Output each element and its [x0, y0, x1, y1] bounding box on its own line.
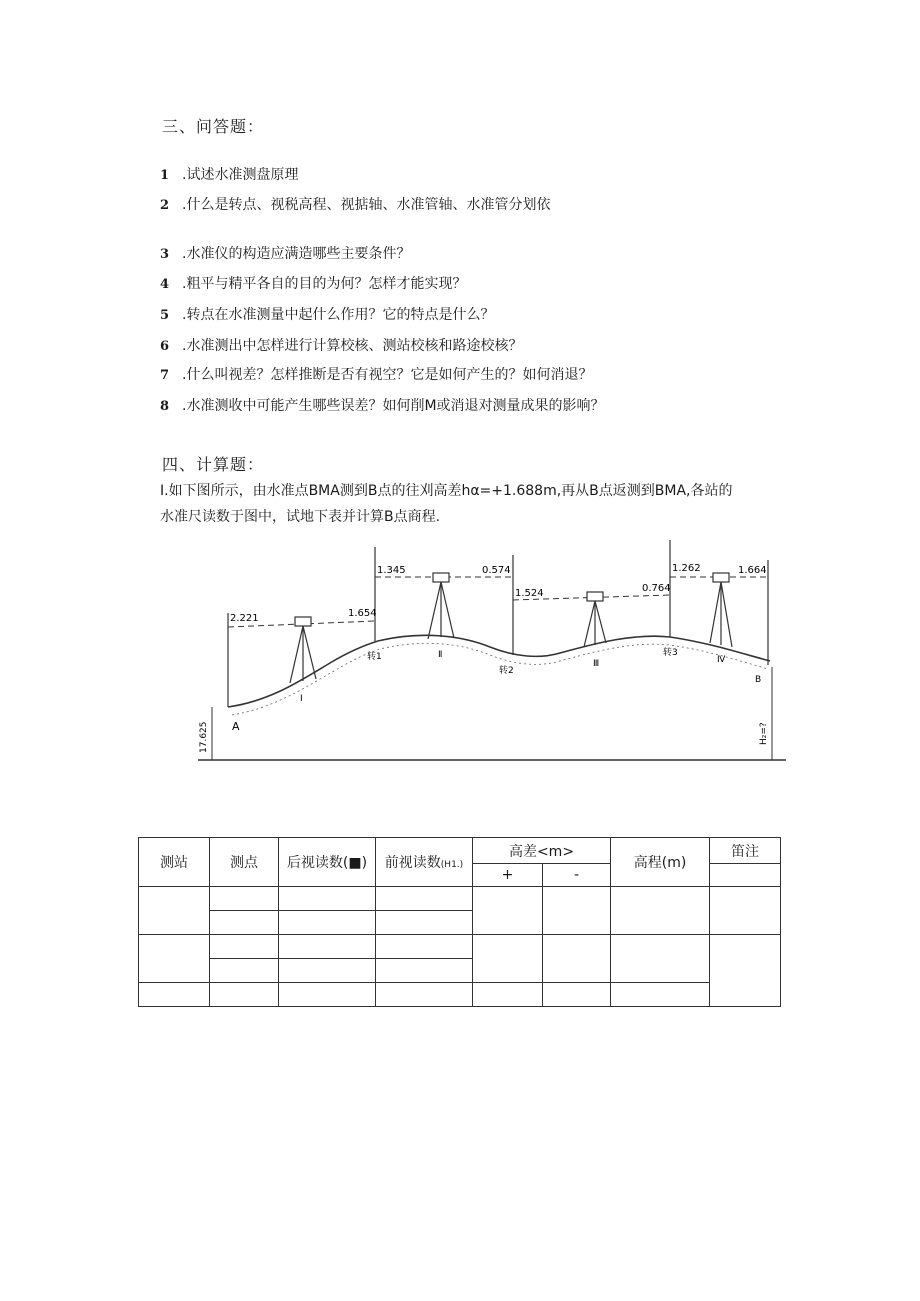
cell-summary-foresight[interactable]: [376, 983, 473, 1007]
cell-summary-backsight[interactable]: [279, 983, 376, 1007]
question-6: [160, 335, 522, 359]
cell-summary-station[interactable]: [139, 983, 210, 1007]
cell-backsight[interactable]: [279, 959, 376, 983]
question-number: 1: [160, 168, 170, 183]
question-number: 6: [160, 339, 170, 354]
cell-station-2[interactable]: [139, 935, 210, 983]
question-number: 2: [160, 198, 170, 213]
header-foresight: [376, 838, 473, 887]
header-station: 测站: [139, 838, 210, 887]
cell-point[interactable]: [210, 935, 279, 959]
header-remark: 笛注: [710, 838, 781, 864]
header-foresight-label: 前视读数: [384, 855, 441, 871]
question-7: [160, 364, 592, 388]
question-number: 8: [160, 399, 170, 414]
cell-minus[interactable]: [543, 887, 611, 935]
question-number: 3: [160, 247, 170, 262]
turning-point-3: 转3: [663, 648, 678, 658]
turning-point-2: 转2: [499, 666, 514, 676]
reading-4: 0.574: [482, 565, 511, 576]
instrument-3: [584, 592, 606, 647]
calculation-table: [138, 837, 781, 1007]
cell-minus[interactable]: [543, 935, 611, 983]
cell-foresight[interactable]: [376, 911, 473, 935]
cell-plus[interactable]: [473, 935, 543, 983]
cell-elevation[interactable]: [611, 935, 710, 983]
turning-point-1: 转1: [367, 652, 382, 662]
header-backsight: 后视读数(■): [279, 838, 376, 887]
question-text: .粗平与精平各自的目的为何？怎样才能实现？: [182, 276, 467, 292]
cell-point[interactable]: [210, 887, 279, 911]
cell-point[interactable]: [210, 911, 279, 935]
ground-texture: [232, 643, 768, 715]
header-plus: +: [473, 864, 543, 887]
station-label-4: Ⅳ: [717, 655, 726, 665]
header-point: 测点: [210, 838, 279, 887]
cell-plus[interactable]: [473, 887, 543, 935]
problem-line-1: I.如下图所示，由水准点BMA测到B点的往刈高差hα=+1.688m,再从B点返测到BMA,各站的: [160, 483, 733, 499]
section3-title: 三、问答题：: [162, 117, 265, 136]
cell-station-1[interactable]: [139, 887, 210, 935]
question-text: .水准测收中可能产生哪些误差？如何削M或消退对测量成果的影响？: [182, 398, 605, 414]
elevation-a-label: 17.625: [199, 721, 209, 753]
reading-1: 2.221: [230, 613, 259, 624]
header-foresight-unit: (H1.): [440, 860, 464, 870]
station-label-2: Ⅱ: [438, 650, 443, 660]
question-text: .水准仪的构造应满造哪些主要条件？: [182, 246, 411, 262]
cell-summary-point[interactable]: [210, 983, 279, 1007]
reading-7: 1.262: [672, 563, 701, 574]
cell-backsight[interactable]: [279, 887, 376, 911]
question-5: [160, 304, 494, 328]
header-minus: -: [543, 864, 611, 887]
reading-3: 1.345: [377, 565, 406, 576]
leveling-route-diagram: [190, 535, 790, 770]
reading-6: 0.764: [642, 583, 671, 594]
cell-remark[interactable]: [710, 887, 781, 935]
cell-foresight[interactable]: [376, 959, 473, 983]
cell-backsight[interactable]: [279, 911, 376, 935]
cell-foresight[interactable]: [376, 887, 473, 911]
header-height-diff: 高差<m>: [473, 838, 611, 864]
remark-subcell: [710, 864, 781, 887]
reading-5: 1.524: [515, 588, 544, 599]
question-text: .转点在水准测量中起什么作用？它的特点是什么？: [182, 307, 495, 323]
point-b-label: B: [755, 675, 762, 685]
header-elevation: 高程(m): [611, 838, 710, 887]
reading-8: 1.664: [738, 565, 767, 576]
cell-remark[interactable]: [710, 935, 781, 1007]
question-number: 5: [160, 308, 170, 323]
question-4: [160, 273, 466, 297]
question-number: 7: [160, 368, 170, 383]
question-text: .什么叫视差？怎样推断是否有视空？它是如何产生的？如何消退？: [182, 367, 593, 383]
question-text: .试述水准测盘原理: [182, 167, 299, 183]
cell-summary-elevation[interactable]: [611, 983, 710, 1007]
question-8: [160, 395, 605, 419]
section4-title: 四、计算题：: [162, 455, 265, 474]
question-3: [160, 243, 410, 267]
cell-point[interactable]: [210, 959, 279, 983]
cell-foresight[interactable]: [376, 935, 473, 959]
cell-summary-plus[interactable]: [473, 983, 543, 1007]
question-text: .什么是转点、视税高程、视掂轴、水准管轴、水准管分划依: [182, 197, 551, 213]
question-2: [160, 194, 550, 218]
instrument-2: [428, 573, 454, 639]
instrument-4: [710, 573, 732, 647]
question-1: [160, 164, 298, 188]
question-text: .水准测出中怎样进行计算校核、测站校核和路途校核？: [182, 338, 523, 354]
station-label-1: I: [300, 694, 303, 704]
cell-elevation[interactable]: [611, 887, 710, 935]
station-label-3: Ⅲ: [593, 659, 600, 669]
elevation-b-label: H₂=?: [759, 722, 769, 745]
reading-2: 1.654: [348, 608, 377, 619]
cell-summary-minus[interactable]: [543, 983, 611, 1007]
cell-backsight[interactable]: [279, 935, 376, 959]
problem-line-2: 水准尺读数于图中，试地下表并计算B点商程.: [160, 509, 441, 525]
question-number: 4: [160, 277, 170, 292]
point-a-label: A: [232, 720, 240, 733]
